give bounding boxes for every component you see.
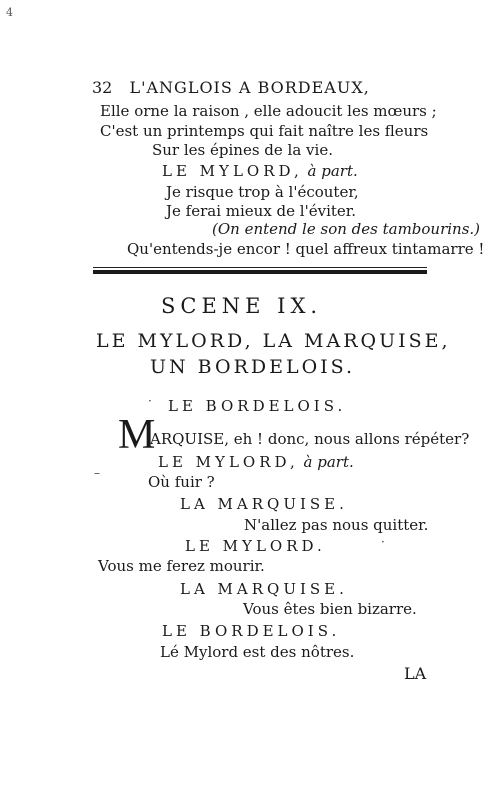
speaker-name: LA MARQUISE. — [180, 580, 348, 598]
running-header — [92, 79, 370, 97]
addressee: ARQUISE — [150, 430, 225, 448]
dialogue-line — [150, 430, 469, 448]
ink-speck: · — [148, 394, 152, 408]
rule-thin-line — [93, 267, 427, 268]
speaker-name: LE MYLORD, — [158, 453, 299, 471]
running-title: L'ANGLOIS A BORDEAUX, — [129, 78, 370, 97]
speaker-name: LE MYLORD. — [185, 537, 326, 555]
dialogue-line: N'allez pas nous quitter. — [244, 516, 429, 534]
ink-speck: · — [381, 535, 385, 549]
verse-line: Je risque trop à l'écouter, — [166, 183, 359, 201]
speaker-heading — [162, 162, 358, 180]
verse-line: Qu'entends-je encor ! quel affreux tintamarre ! — [127, 240, 485, 258]
speaker-name: LE BORDELOIS. — [162, 622, 341, 640]
catchword: LA — [404, 664, 427, 683]
speaker-heading — [158, 453, 354, 471]
aside-direction: à part. — [307, 162, 358, 180]
verse-line: Sur les épines de la vie. — [152, 141, 333, 159]
ink-dash: – — [94, 466, 100, 480]
drop-capital: M — [118, 412, 156, 458]
rule-thick-line — [93, 270, 427, 274]
stage-direction: (On entend le son des tambourins.) — [212, 220, 481, 238]
speaker-name: LE MYLORD, — [162, 162, 303, 180]
speaker-name: LE BORDELOIS. — [168, 397, 347, 415]
speaker-name: LA MARQUISE. — [180, 495, 348, 513]
cast-list-line: LE MYLORD, LA MARQUISE, — [96, 330, 451, 352]
dialogue-line: Lé Mylord est des nôtres. — [160, 643, 355, 661]
scene-title: SCENE IX. — [161, 294, 323, 318]
dialogue-line: Vous êtes bien bizarre. — [243, 600, 417, 618]
corner-mark: 4 — [6, 6, 13, 19]
aside-direction: à part. — [303, 453, 354, 471]
verse-line: Je ferai mieux de l'éviter. — [166, 202, 357, 220]
dialogue-text: , eh ! donc, nous allons répéter? — [224, 430, 470, 448]
section-rule — [93, 267, 427, 274]
dialogue-line: Vous me ferez mourir. — [98, 557, 265, 575]
page-number: 32 — [92, 78, 113, 97]
cast-list-line: UN BORDELOIS. — [150, 356, 356, 378]
verse-line: C'est un printemps qui fait naître les fleurs — [100, 122, 429, 140]
verse-line: Elle orne la raison , elle adoucit les mœurs ; — [100, 102, 437, 120]
dialogue-line: Où fuir ? — [148, 473, 215, 491]
